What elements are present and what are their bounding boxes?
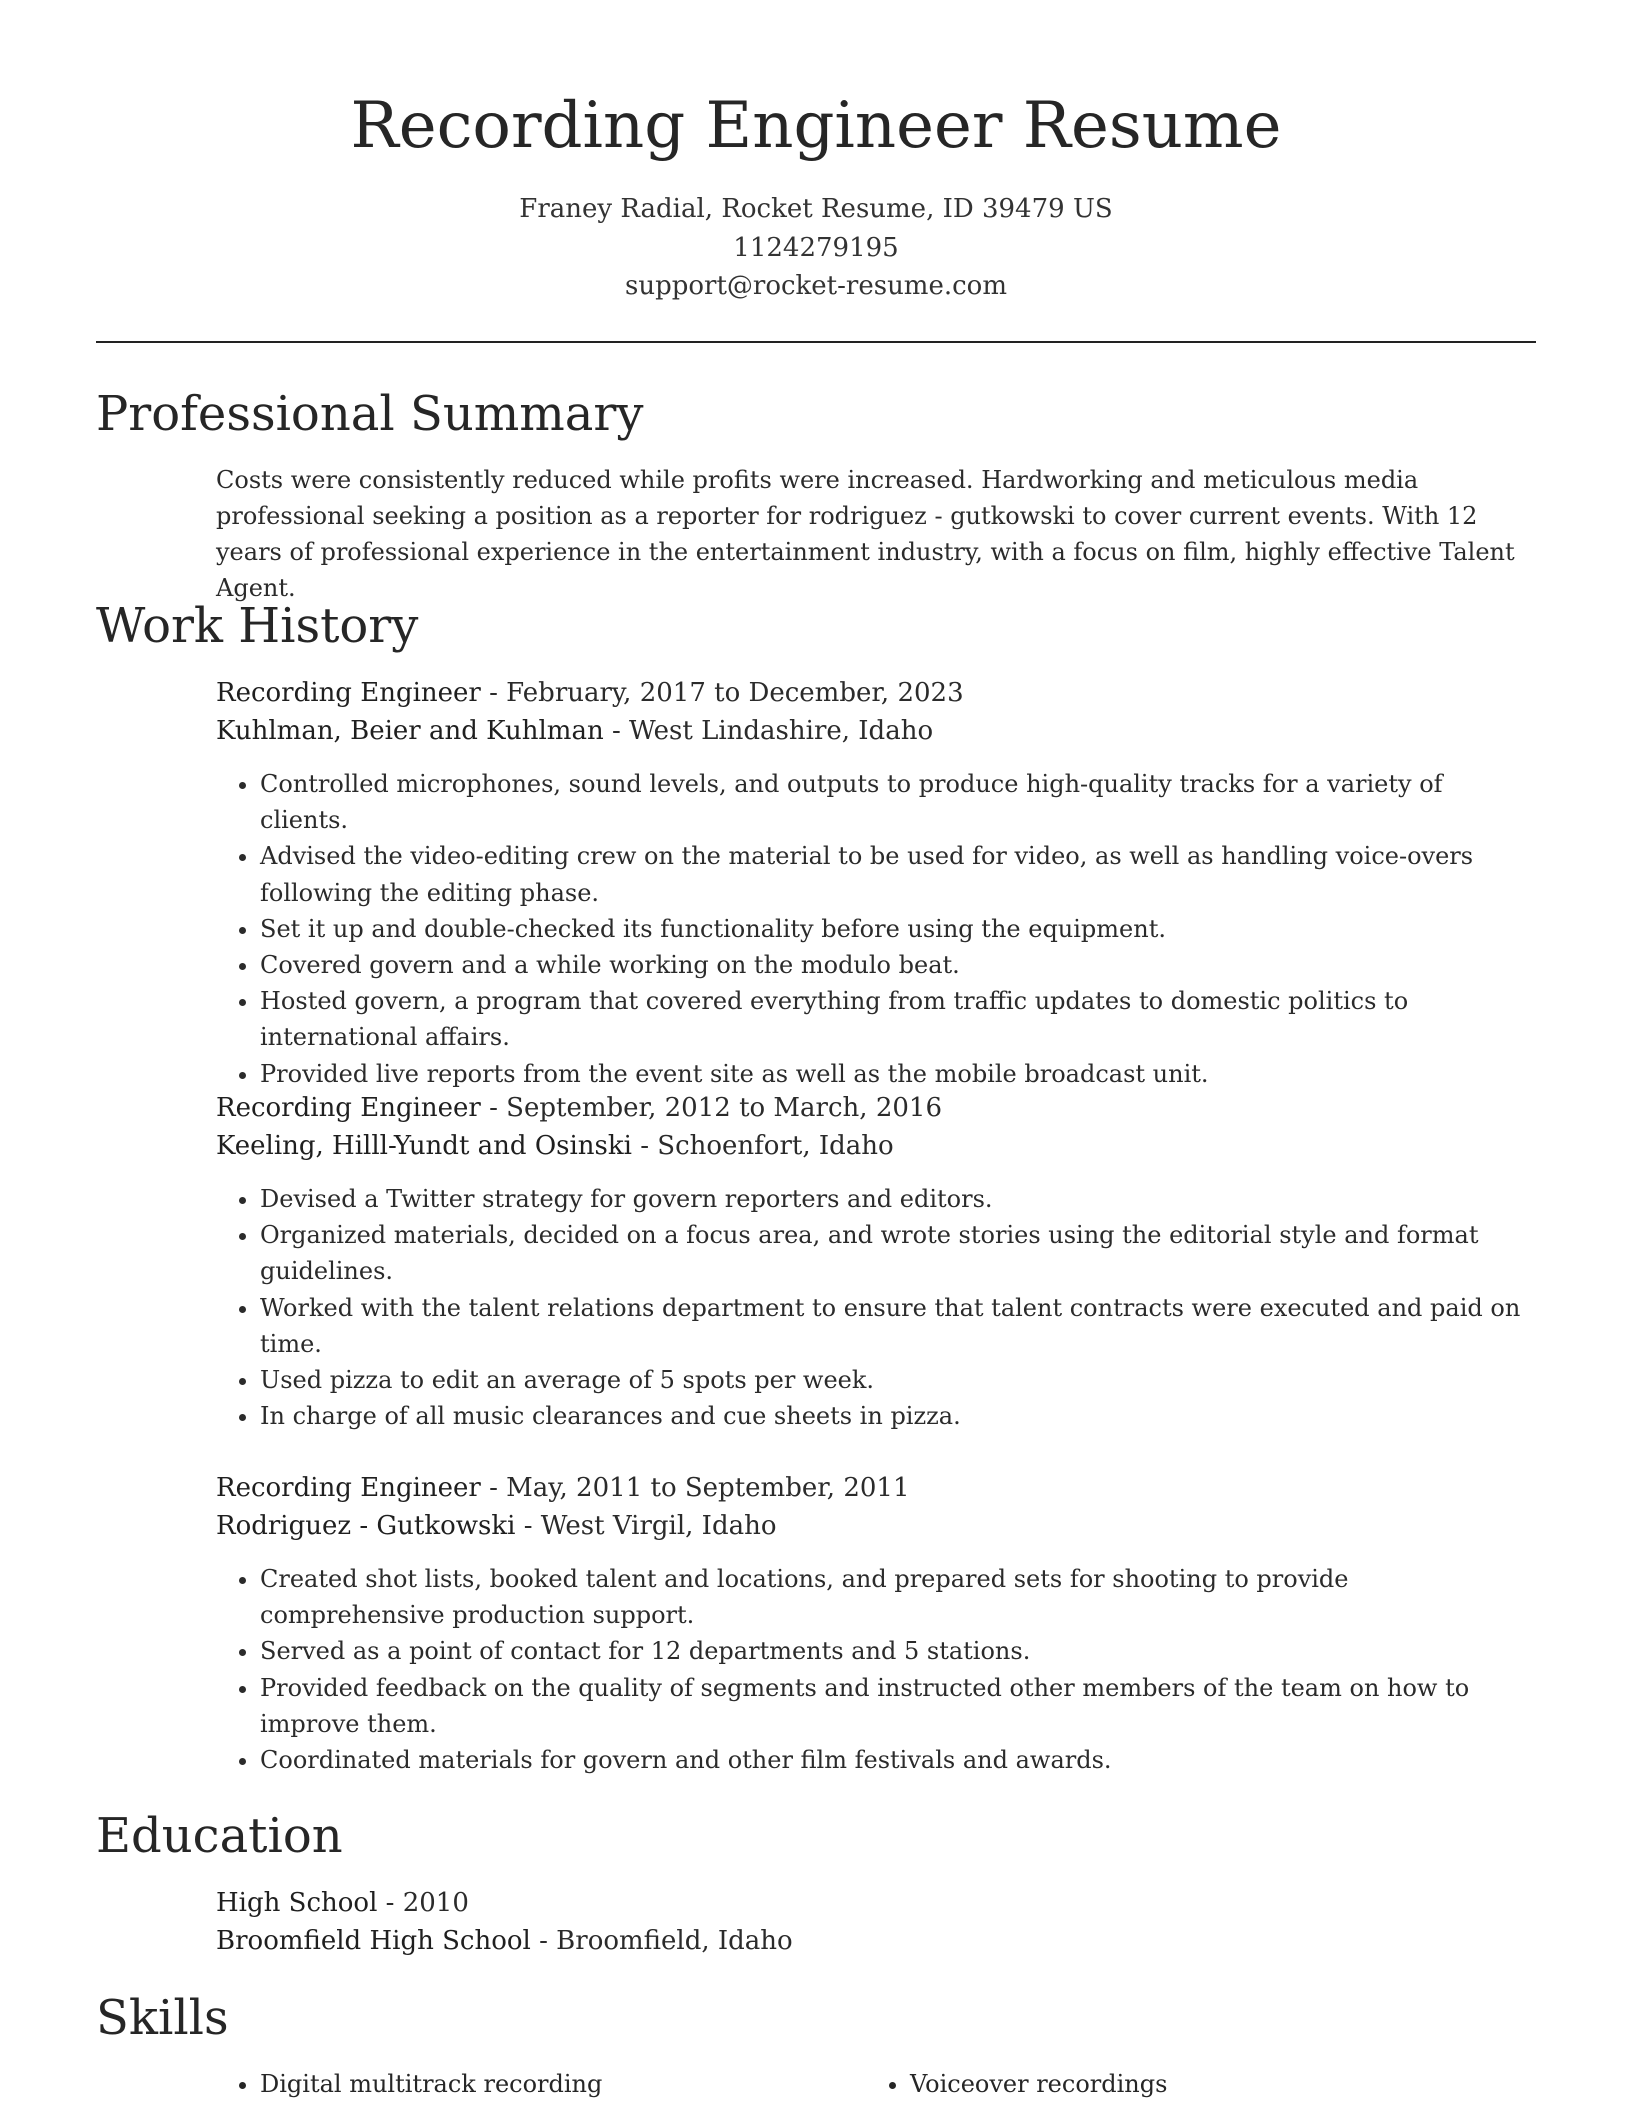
- job-entry: [216, 1469, 1536, 1778]
- job-location: - West Virgil, Idaho: [515, 1511, 777, 1541]
- skills-column-right: [866, 2066, 1516, 2102]
- education-entry: [216, 1884, 1536, 1960]
- job-company: Keeling, Hilll-Yundt and Osinski: [216, 1131, 632, 1161]
- job-dates: - September, 2012 to March, 2016: [480, 1093, 942, 1123]
- skill-item: • Digital multitrack recording: [260, 2066, 866, 2102]
- job-bullet: • Worked with the talent relations department to ensure that talent contracts were executed and paid on time.: [260, 1290, 1536, 1362]
- job-company-line: [216, 712, 1536, 750]
- work-history-heading: Work History: [96, 598, 419, 654]
- education-heading: Education: [96, 1808, 343, 1864]
- job-company-line: [216, 1507, 1536, 1545]
- job-bullet: • Used pizza to edit an average of 5 spots per week.: [260, 1362, 1536, 1398]
- job-title: Recording Engineer: [216, 1093, 481, 1123]
- contact-email: support@rocket-resume.com: [624, 271, 1007, 301]
- job-bullet: • Provided feedback on the quality of segments and instructed other members of the team on how to improve them.: [260, 1670, 1536, 1742]
- job-dates: - May, 2011 to September, 2011: [480, 1473, 910, 1503]
- education-school-line: [216, 1922, 1536, 1960]
- education-location: - Broomfield, Idaho: [530, 1926, 793, 1956]
- job-bullet: • Coordinated materials for govern and other film festivals and awards.: [260, 1742, 1536, 1778]
- job-bullets: [216, 766, 1536, 1092]
- summary-section: [216, 462, 1536, 606]
- job-title-line: [216, 674, 1536, 712]
- job-bullets: [216, 1561, 1536, 1778]
- education-degree: High School: [216, 1888, 378, 1918]
- job-bullet: • Served as a point of contact for 12 departments and 5 stations.: [260, 1633, 1536, 1669]
- job-bullet: • Created shot lists, booked talent and locations, and prepared sets for shooting to provide comprehensive production support.: [260, 1561, 1536, 1633]
- job-bullet: • Devised a Twitter strategy for govern reporters and editors.: [260, 1181, 1536, 1217]
- job-company: Rodriguez - Gutkowski: [216, 1511, 516, 1541]
- job-title-line: [216, 1469, 1536, 1507]
- job-bullet: • In charge of all music clearances and cue sheets in pizza.: [260, 1398, 1536, 1434]
- job-entry: [216, 1089, 1536, 1434]
- job-bullet: • Organized materials, decided on a focus area, and wrote stories using the editorial style and format guidelines.: [260, 1217, 1536, 1289]
- job-title-line: [216, 1089, 1536, 1127]
- summary-heading: Professional Summary: [96, 386, 644, 442]
- skills-column-left: [216, 2066, 866, 2102]
- job-bullet: • Hosted govern, a program that covered everything from traffic updates to domestic politics to international affairs.: [260, 983, 1536, 1055]
- job-bullet: • Covered govern and a while working on the modulo beat.: [260, 947, 1536, 983]
- job-company-line: [216, 1127, 1536, 1165]
- education-year: - 2010: [377, 1888, 469, 1918]
- resume-title: Recording Engineer Resume: [350, 89, 1282, 163]
- job-location: - Schoenfort, Idaho: [631, 1131, 894, 1161]
- header-divider: [96, 341, 1536, 343]
- job-title: Recording Engineer: [216, 678, 481, 708]
- skill-item: • Voiceover recordings: [910, 2066, 1516, 2102]
- job-dates: - February, 2017 to December, 2023: [480, 678, 964, 708]
- job-location: - West Lindashire, Idaho: [603, 716, 934, 746]
- skills-heading: Skills: [96, 1990, 229, 2046]
- job-company: Kuhlman, Beier and Kuhlman: [216, 716, 604, 746]
- job-title: Recording Engineer: [216, 1473, 481, 1503]
- job-bullet: • Set it up and double-checked its functionality before using the equipment.: [260, 911, 1536, 947]
- job-bullet: • Provided live reports from the event site as well as the mobile broadcast unit.: [260, 1056, 1536, 1092]
- education-degree-line: [216, 1884, 1536, 1922]
- contact-address: Franey Radial, Rocket Resume, ID 39479 US: [519, 194, 1113, 224]
- education-school: Broomfield High School: [216, 1926, 531, 1956]
- skills-list: [216, 2066, 1536, 2102]
- contact-phone: 1124279195: [733, 233, 899, 263]
- job-bullets: [216, 1181, 1536, 1434]
- summary-text: Costs were consistently reduced while profits were increased. Hardworking and meticulous media professional seeking a position as a reporter for rodriguez - gutkowski to cover current events. With 12 years of professional experience in the entertainment industry, with a focus on film, highly effective Talent Agent.: [216, 466, 1515, 602]
- job-entry: [216, 674, 1536, 1092]
- job-bullet: • Controlled microphones, sound levels, and outputs to produce high-quality tracks for a variety of clients.: [260, 766, 1536, 838]
- job-bullet: • Advised the video-editing crew on the material to be used for video, as well as handling voice-overs following the editing phase.: [260, 838, 1536, 910]
